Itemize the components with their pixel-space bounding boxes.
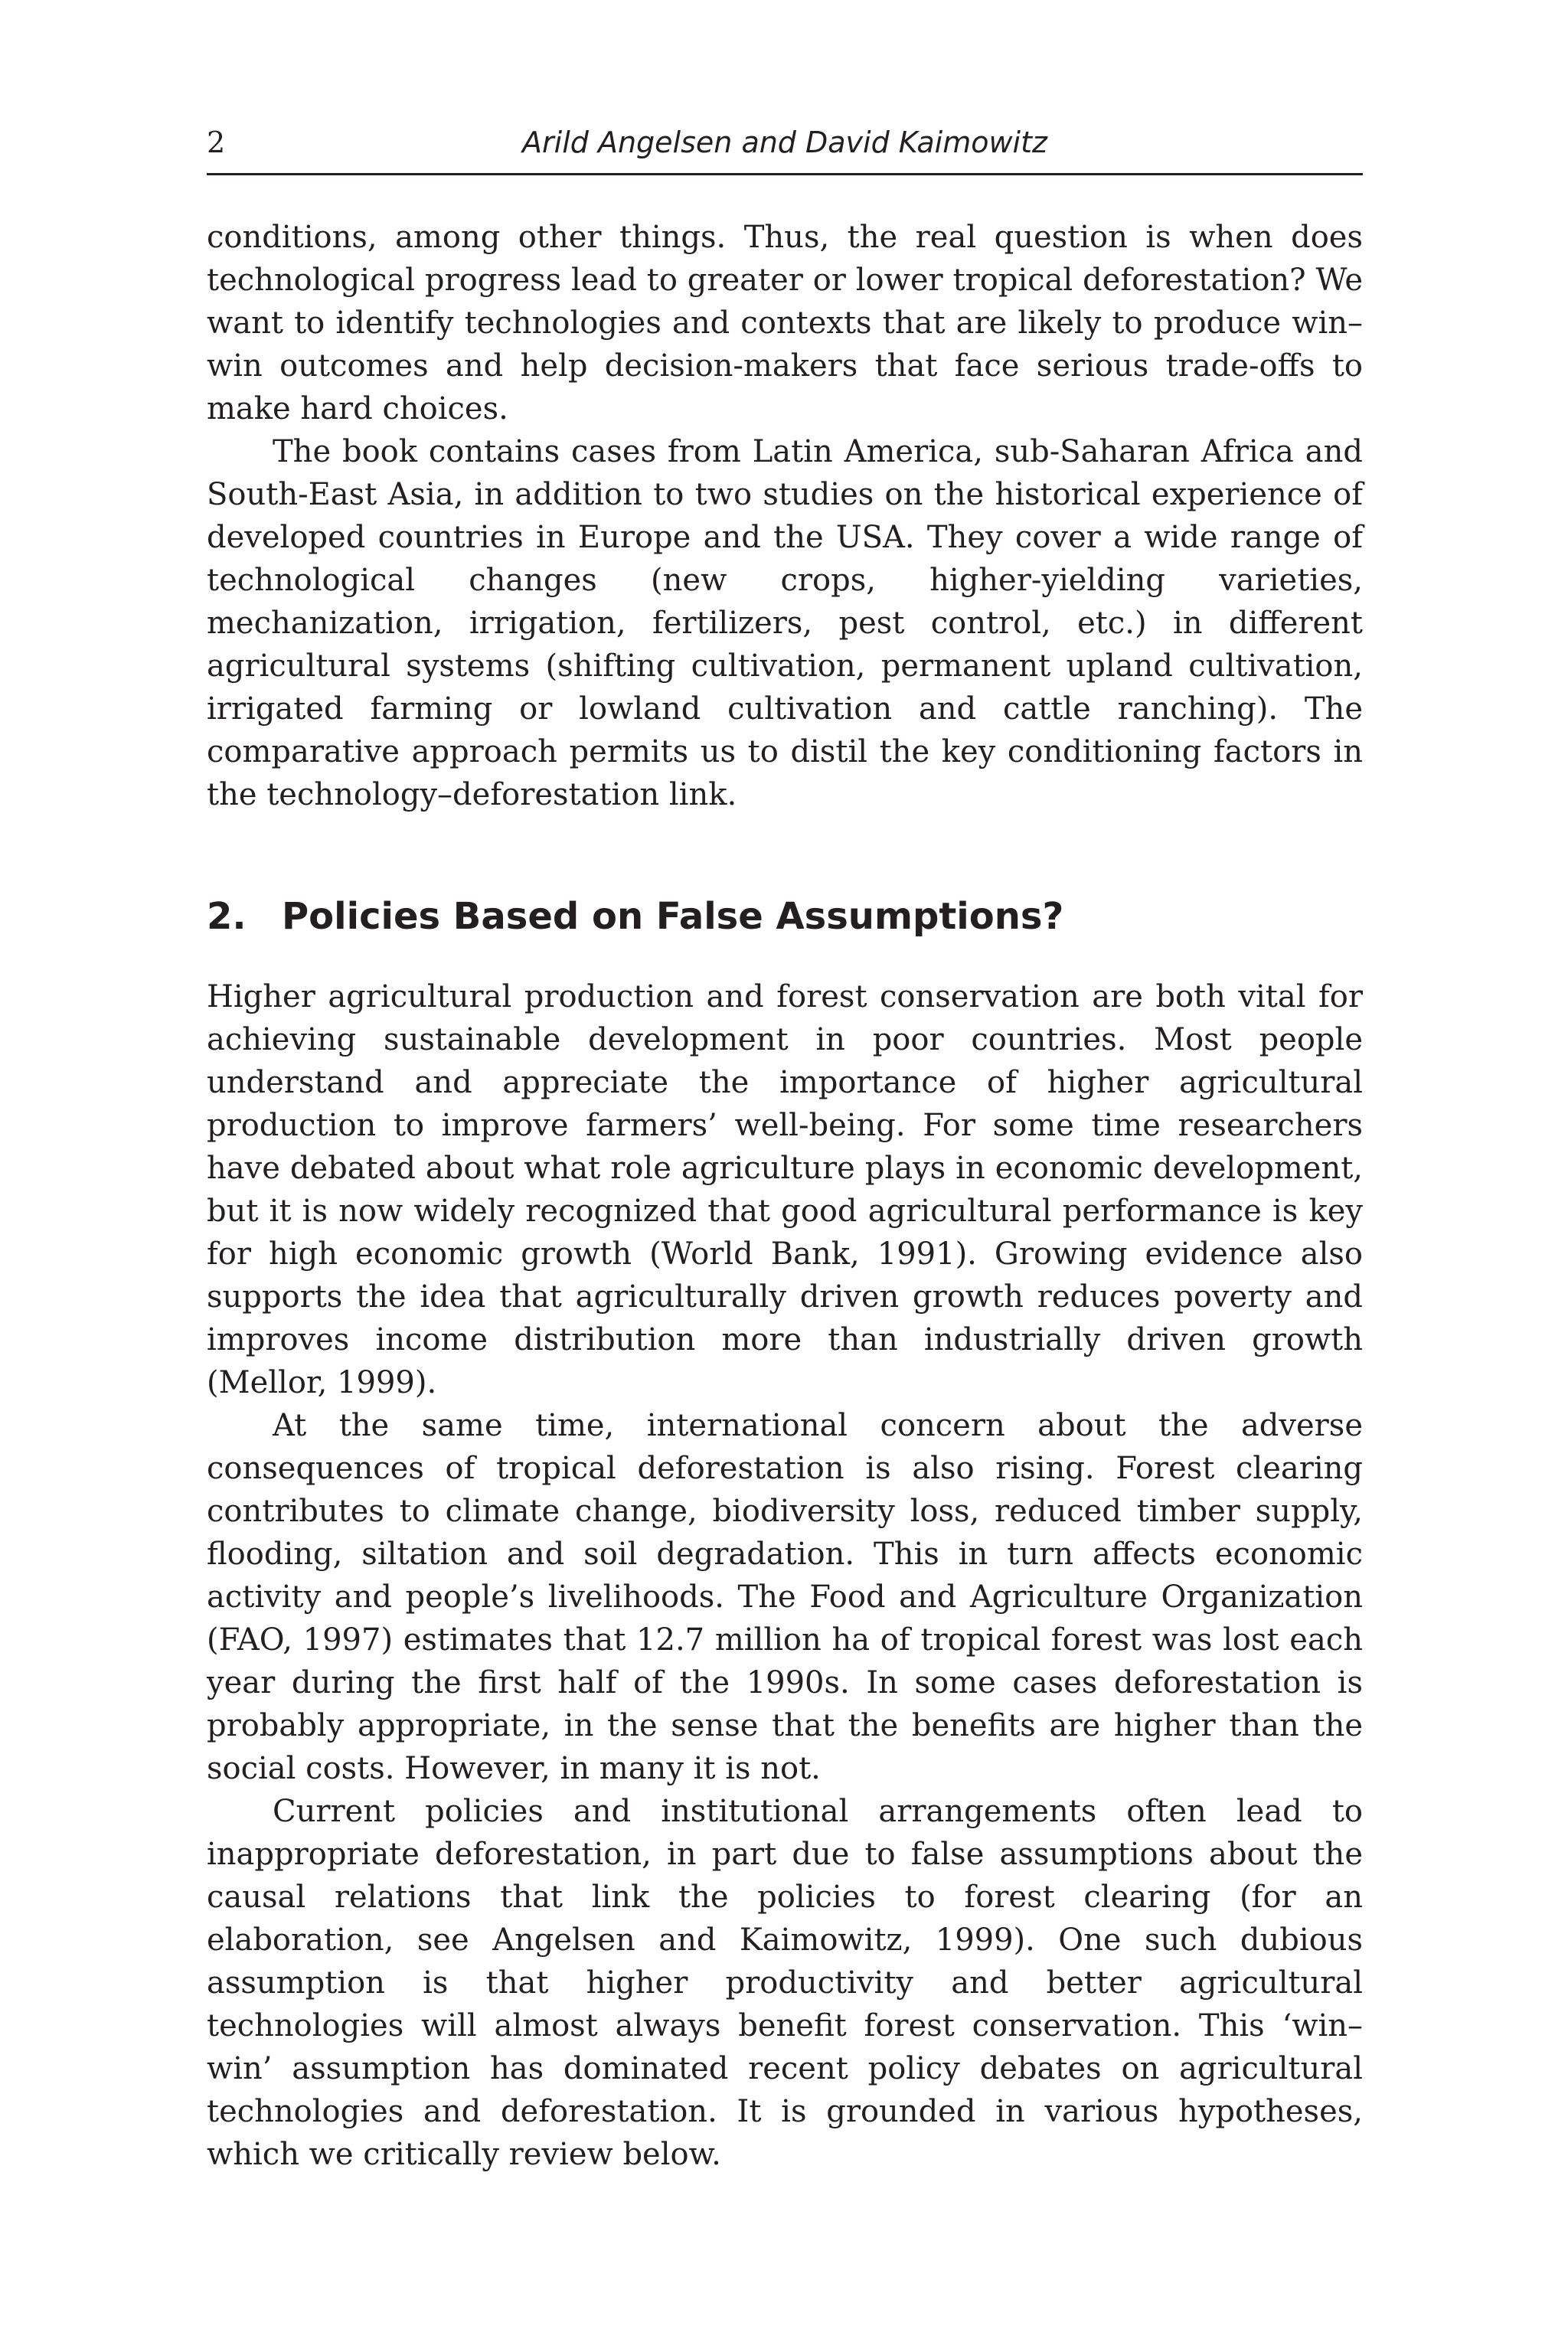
paragraph: At the same time, international concern about the adverse consequences of tropical deforestation is also rising. Forest clearing contributes to climate change, biodiversity loss, reduced timber supply, flooding, siltation and soil degradation. This in turn affects economic activity and people’s livelihoods. The Food and Agriculture Organization (FAO, 1997) estimates that 12.7 million ha of tropical forest was lost each year during the first half of the 1990s. In some cases deforestation is probably appropriate, in the sense that the benefits are higher than the social costs. However, in many it is not. [207, 1408, 1363, 1786]
paragraph: Current policies and institutional arrangements often lead to inappropriate deforestation, in part due to false assumptions about the causal relations that link the policies to forest clearing (for an elaboration, see Angelsen and Kaimowitz, 1999). One such dubious assumption is that higher productivity and better agricultural technologies will almost always benefit forest conservation. This ‘win–win’ assumption has dominated recent policy debates on agricultural technologies and deforestation. It is grounded in various hypotheses, which we critically review below. [207, 1794, 1363, 2172]
section-title: Policies Based on False Assumptions? [282, 895, 1064, 938]
running-head [207, 121, 1363, 175]
running-title: Arild Angelsen and David Kaimowitz [522, 126, 1047, 159]
paragraph: Higher agricultural production and forest conservation are both vital for achieving sustainable development in poor countries. Most people understand and appreciate the importance of higher agricultural production to improve farmers’ well-being. For some time researchers have debated about what role agriculture plays in economic development, but it is now widely recognized that good agricultural performance is key for high economic growth (World Bank, 1991). Growing evidence also supports the idea that agriculturally driven growth reduces poverty and improves income distribution more than industrially driven growth (Mellor, 1999). [207, 979, 1363, 1400]
paragraph: The book contains cases from Latin America, sub-Saharan Africa and South-East Asia, in addition to two studies on the historical experience of developed countries in Europe and the USA. They cover a wide range of technological changes (new crops, higher-yielding varieties, mechanization, irrigation, fertilizers, pest control, etc.) in different agricultural systems (shifting cultivation, permanent upland cultivation, irrigated farming or lowland cultivation and cattle ranching). The comparative approach permits us to distil the key conditioning factors in the technology–deforestation link. [207, 434, 1363, 812]
paragraph: conditions, among other things. Thus, the real question is when does technological progress lead to greater or lower tropical deforestation? We want to identify technologies and contexts that are likely to produce win–win outcomes and help decision-makers that face serious trade-offs to make hard choices. [207, 220, 1363, 426]
page-number: 2 [207, 126, 226, 159]
section-number: 2. [207, 895, 247, 938]
section-heading [207, 890, 1363, 943]
text-block-after-heading [207, 975, 1363, 2176]
text-block-before-heading [207, 216, 1363, 816]
